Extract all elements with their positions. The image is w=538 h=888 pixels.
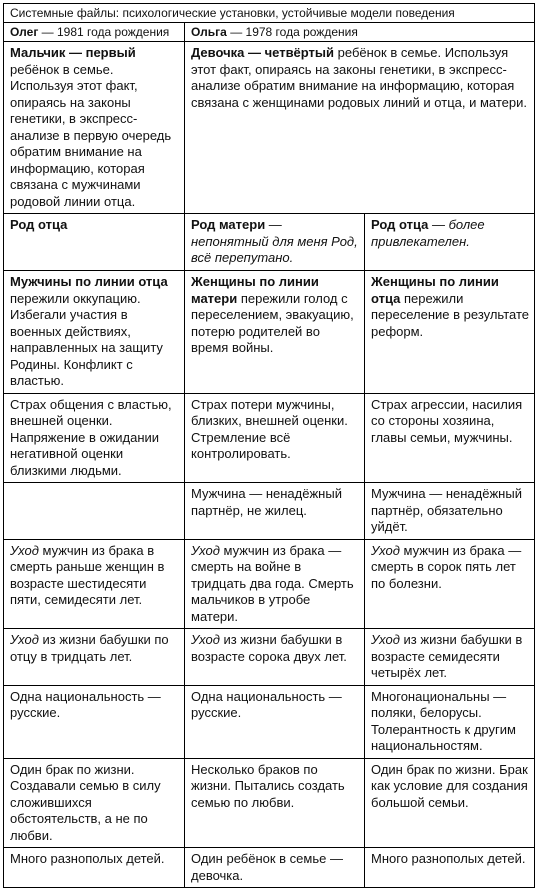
lineage-c2-bold: Род матери — [191, 217, 266, 232]
row-nationality-c3: Многонациональны — поляки, белорусы. Толерантность к другим национальностям. — [365, 685, 535, 758]
history-c3 — [365, 271, 535, 394]
row-nationality-c2: Одна национальность — русские. — [185, 685, 365, 758]
row-marriage-c1: Один брак по жизни. Создавали семью в силу сложившихся обстоятельств, а не по любви. — [4, 758, 185, 848]
row-fears-c3: Страх агрессии, насилия со стороны хозяина, главы семьи, мужчины. — [365, 393, 535, 483]
row-grandma-c2-italic: Уход — [191, 632, 220, 647]
row-grandma-c2-text: из жизни бабушки в возрасте сорока двух лет. — [191, 632, 347, 664]
history-c2 — [185, 271, 365, 394]
intro-olga — [185, 42, 535, 214]
row-grandma-c3 — [365, 629, 535, 686]
row-men-leave-c2-text: мужчин из брака — смерть на войне в тридцать два года. Смерть мальчиков в утробе матери. — [191, 542, 354, 624]
row-partner-c2: Мужчина — ненадёжный партнёр, не жилец. — [185, 483, 365, 540]
row-grandma-c1 — [4, 629, 185, 686]
table-row — [4, 629, 535, 686]
history-c1-text: пережили оккупацию. Избегали участия в военных действиях, направленных на защиту Родины. Конфликт с властью. — [10, 290, 163, 388]
system-files-table — [3, 3, 535, 888]
row-grandma-c1-italic: Уход — [10, 632, 39, 647]
row-nationality-c1: Одна национальность — русские. — [4, 685, 185, 758]
row-grandma-c2 — [185, 629, 365, 686]
person-oleg-name: Олег — [10, 25, 39, 39]
row-men-leave-c2 — [185, 539, 365, 629]
row-fears-c1: Страх общения с властью, внешней оценки. Напряжение в ожидании негативной оценки близкими людьми. — [4, 393, 185, 483]
lineage-c2 — [185, 214, 365, 271]
table-row — [4, 758, 535, 848]
table-row — [4, 539, 535, 629]
row-partner-c1 — [4, 483, 185, 540]
history-c1-bold: Мужчины по линии отца — [10, 274, 168, 289]
intro-oleg-bold: Мальчик — первый — [10, 45, 136, 60]
table-row — [4, 483, 535, 540]
row-men-leave-c3 — [365, 539, 535, 629]
row-grandma-c3-italic: Уход — [371, 632, 400, 647]
lineage-c3-bold: Род отца — [371, 217, 429, 232]
row-men-leave-c3-text: мужчин из брака — смерть в сорок пять лет по болезни. — [371, 542, 522, 591]
row-marriage-c2: Несколько браков по жизни. Пытались создать семью по любви. — [185, 758, 365, 848]
lineage-c3 — [365, 214, 535, 271]
history-c1 — [4, 271, 185, 394]
row-children-c3: Много разнополых детей. — [365, 848, 535, 888]
row-men-leave-c2-italic: Уход — [191, 542, 220, 558]
intro-row — [4, 42, 535, 214]
table-caption: Системные файлы: психологические установки, устойчивые модели поведения — [4, 4, 535, 23]
intro-olga-text: ребёнок в семье. Используя этот факт, опираясь на законы генетики, в экспресс-анализе обратим внимание на информацию, которая связана с женщинами родовых линий и отца, и матери. — [191, 45, 527, 110]
row-men-leave-c1-text: мужчин из брака в смерть раньше женщин в возрасте шестидесяти пяти, семидесяти лет. — [10, 542, 165, 607]
row-marriage-c3: Один брак по жизни. Брак как условие для создания большой семьи. — [365, 758, 535, 848]
row-men-leave-c1-italic: Уход — [10, 542, 39, 558]
person-oleg — [4, 23, 185, 42]
row-grandma-c3-text: из жизни бабушки в возрасте семидесяти четырёх лет. — [371, 632, 523, 680]
table-row — [4, 393, 535, 483]
table-row — [4, 848, 535, 888]
person-olga — [185, 23, 535, 42]
lineage-c1 — [4, 214, 185, 271]
history-c2-text: пережили голод с переселением, эвакуацию, потерю родителей во время войны. — [191, 290, 354, 355]
row-fears-c2: Страх потери мужчины, близких, внешней оценки. Стремление всё контролировать. — [185, 393, 365, 483]
lineage-c1-bold: Род отца — [10, 217, 68, 232]
row-children-c2: Один ребёнок в семье — девочка. — [185, 848, 365, 888]
table-row — [4, 685, 535, 758]
row-grandma-c1-text: из жизни бабушки по отцу в тридцать лет. — [10, 632, 169, 664]
history-c3-text: пережили переселение в результате реформ. — [371, 290, 529, 339]
history-row — [4, 271, 535, 394]
caption-row — [4, 4, 535, 23]
person-oleg-years: — 1981 года рождения — [38, 25, 170, 39]
intro-olga-bold: Девочка — четвёртый — [191, 45, 335, 60]
row-men-leave-c1 — [4, 539, 185, 629]
persons-row — [4, 23, 535, 42]
history-c3-bold: Женщины по линии отца — [371, 274, 499, 306]
person-olga-years: — 1978 года рождения — [226, 25, 358, 39]
intro-oleg-text: ребёнок в семье. Используя этот факт, опираясь на законы генетики, в экспресс-анализе в первую очередь обратим внимание на информацию, которая связана с мужчинами родовой линии отца. — [10, 61, 172, 209]
row-partner-c3: Мужчина — ненадёжный партнёр, обязательно уйдёт. — [365, 483, 535, 540]
person-olga-name: Ольга — [191, 25, 227, 39]
intro-oleg — [4, 42, 185, 214]
lineage-c2-italic: — непонятный для меня Род, всё перепутано. — [191, 217, 358, 265]
row-men-leave-c3-italic: Уход — [371, 542, 400, 558]
lineage-row — [4, 214, 535, 271]
history-c2-bold: Женщины по линии матери — [191, 274, 319, 306]
row-children-c1: Много разнополых детей. — [4, 848, 185, 888]
lineage-c3-italic: — более привлекателен. — [371, 217, 485, 249]
